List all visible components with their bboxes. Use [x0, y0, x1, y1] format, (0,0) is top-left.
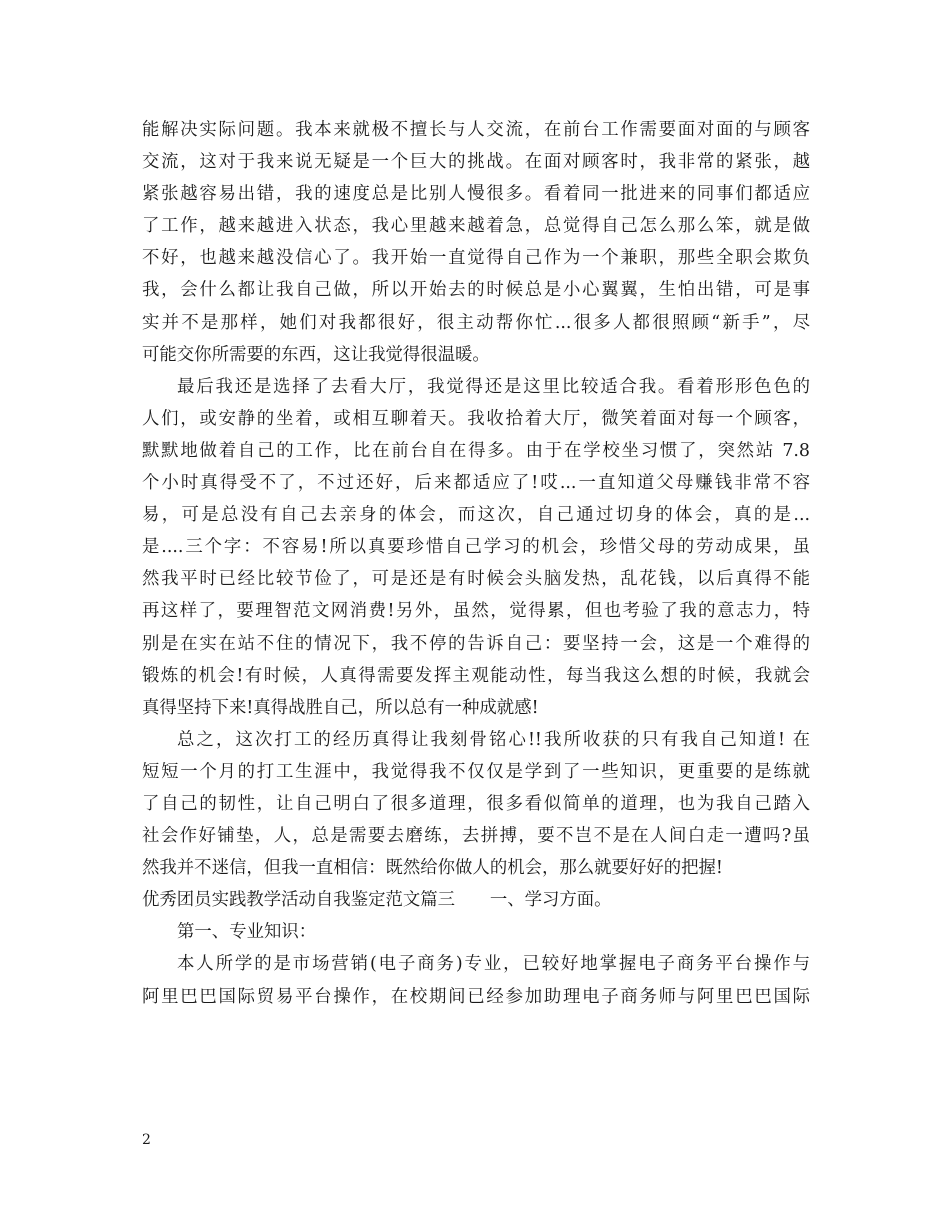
page-number: 2 — [142, 1132, 151, 1148]
text-line: 然我并不迷信，但我一直相信：既然给你做人的机会，那么就要好好的把握! — [142, 858, 723, 879]
text-line: 社会作好铺垫，人，总是需要去磨练，去拼搏，要不岂不是在人间白走一遭吗?虽 — [142, 826, 810, 847]
text-line: 短短一个月的打工生涯中，我觉得我不仅仅是学到了一些知识，更重要的是练就 — [142, 761, 810, 782]
text-line: 再这样了，要理智范文网消费!另外，虽然，觉得累，但也考验了我的意志力，特 — [142, 601, 810, 622]
text-line: 然我平时已经比较节俭了，可是还是有时候会头脑发热，乱花钱，以后真得不能 — [142, 569, 810, 590]
text-line: 最后我还是选择了去看大厅，我觉得还是这里比较适合我。看着形形色色的 — [177, 376, 810, 397]
text-line: 阿里巴巴国际贸易平台操作，在校期间已经参加助理电子商务师与阿里巴巴国际 — [142, 986, 810, 1007]
text-line: 紧张越容易出错，我的速度总是比别人慢很多。看着同一批进来的同事们都适应 — [142, 184, 810, 205]
text-line: 了自己的韧性，让自己明白了很多道理，很多看似简单的道理，也为我自己踏入 — [142, 793, 810, 814]
text-line: 易，可是总没有自己去亲身的体会，而这次，自己通过切身的体会，真的是... — [142, 505, 810, 526]
text-line: 第一、专业知识： — [177, 922, 317, 943]
text-line: 别是在实在站不住的情况下，我不停的告诉自己：要坚持一会，这是一个难得的 — [142, 633, 810, 654]
text-line: 实并不是那样，她们对我都很好，很主动帮你忙...很多人都很照顾“新手”，尽 — [142, 312, 810, 333]
document-body — [142, 114, 810, 1013]
text-line: 我，会什么都让我自己做，所以开始去的时候总是小心翼翼，生怕出错，可是事 — [142, 280, 810, 301]
text-line: 能解决实际问题。我本来就极不擅长与人交流，在前台工作需要面对面的与顾客 — [142, 120, 810, 140]
text-line: 优秀团员实践教学活动自我鉴定范文篇三 一、学习方面。 — [142, 890, 612, 911]
text-line: 人们，或安静的坐着，或相互聊着天。我收拾着大厅，微笑着面对每一个顾客， — [142, 408, 810, 429]
text-line: 默默地做着自己的工作，比在前台自在得多。由于在学校坐习惯了，突然站 7.8 — [142, 440, 810, 461]
text-line: 是....三个字：不容易!所以真要珍惜自己学习的机会，珍惜父母的劳动成果，虽 — [142, 537, 810, 558]
text-line: 锻炼的机会!有时候，人真得需要发挥主观能动性，每当我这么想的时候，我就会 — [142, 665, 810, 686]
text-line: 不好，也越来越没信心了。我开始一直觉得自己作为一个兼职，那些全职会欺负 — [142, 248, 810, 269]
text-line: 交流，这对于我来说无疑是一个巨大的挑战。在面对顾客时，我非常的紧张，越 — [142, 152, 810, 173]
text-line: 了工作，越来越进入状态，我心里越来越着急，总觉得自己怎么那么笨，就是做 — [142, 216, 810, 237]
text-line: 本人所学的是市场营销(电子商务)专业，已较好地掌握电子商务平台操作与 — [177, 954, 810, 975]
text-line: 真得坚持下来!真得战胜自己，所以总有一种成就感! — [142, 697, 539, 718]
text-line: 可能交你所需要的东西，这让我觉得很温暖。 — [142, 344, 490, 365]
text-line: 个小时真得受不了，不过还好，后来都适应了!哎...一直知道父母赚钱非常不容 — [142, 473, 810, 494]
text-line: 总之，这次打工的经历真得让我刻骨铭心!!我所收获的只有我自己知道! 在 — [177, 729, 810, 750]
